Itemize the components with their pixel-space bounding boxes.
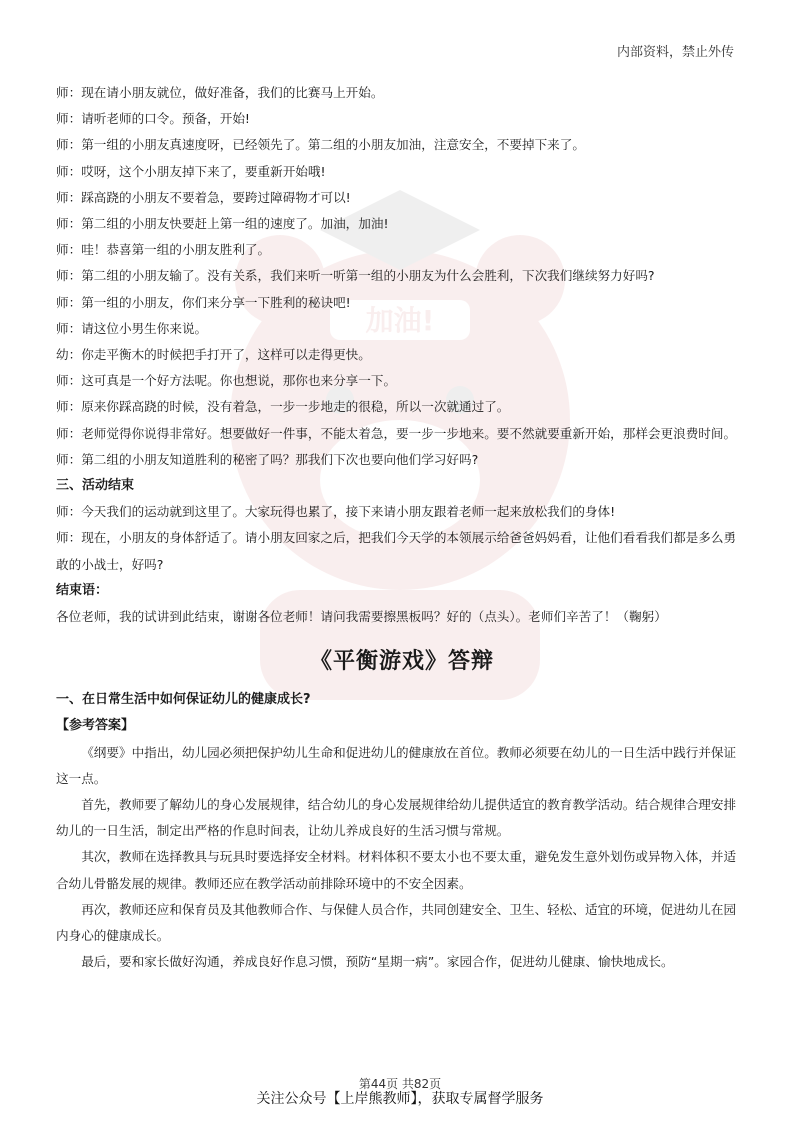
watermark-badge-text: 加油! <box>365 304 435 337</box>
dialogue-line: 师：今天我们的运动就到这里了。大家玩得也累了，接下来请小朋友跟着老师一起来放松我们的身体! <box>56 504 616 520</box>
answer-paragraph: 其次，教师在选择教具与玩具时要选择安全材料。材料体积不要太小也不要太重，避免发生意外划伤或异物入体，并适合幼儿骨骼发展的规律。教师还应在教学活动前排除环境中的不安全因素。 <box>56 849 737 891</box>
page-number: 第44页 共82页 <box>358 1077 442 1091</box>
dialogue-line: 师：第一组的小朋友，你们来分享一下胜利的秘诀吧! <box>56 294 351 310</box>
dialogue-line: 师：原来你踩高跷的时候，没有着急，一步一步地走的很稳，所以一次就通过了。 <box>56 399 510 415</box>
answer-paragraph: 《纲要》中指出，幼儿园必须把保护幼儿生命和促进幼儿的健康放在首位。教师必须要在幼儿的一日生活中践行并保证这一点。 <box>56 744 737 786</box>
answer-paragraph: 再次，教师还应和保育员及其他教师合作、与保健人员合作，共同创建安全、卫生、轻松、适宜的环境，促进幼儿在园内身心的健康成长。 <box>56 901 737 944</box>
dialogue-line: 师：现在，小朋友的身体舒适了。请小朋友回家之后，把我们今天学的本领展示给爸爸妈妈看，让他们看看我们都是多么勇敢的小战士，好吗? <box>56 530 737 572</box>
closing-text: 各位老师，我的试讲到此结束，谢谢各位老师！请问我需要擦黑板吗？好的（点头）。老师们辛苦了！（鞠躬） <box>56 609 667 625</box>
section-heading-activity-end: 三、活动结束 <box>56 478 135 494</box>
dialogue-line: 师：第二组的小朋友快要赶上第一组的速度了。加油，加油! <box>56 216 389 232</box>
footer-promo: 关注公众号【上岸熊教师】，获取专属督学服务 <box>256 1091 544 1107</box>
answer-label: 【参考答案】 <box>56 718 135 734</box>
dialogue-line: 师：请这位小男生你来说。 <box>56 320 208 336</box>
dialogue-line: 师：哎呀，这个小朋友掉下来了，要重新开始哦! <box>56 163 326 179</box>
dialogue-line: 师：哇！恭喜第一组的小朋友胜利了。 <box>56 242 271 258</box>
defense-question: 一、在日常生活中如何保证幼儿的健康成长? <box>56 692 311 708</box>
document-body <box>56 80 748 976</box>
dialogue-line: 师：第二组的小朋友知道胜利的秘密了吗？那我们下次也要向他们学习好吗? <box>56 451 479 467</box>
dialogue-line: 师：请听老师的口令。预备，开始! <box>56 111 250 127</box>
dialogue-line: 师：第一组的小朋友真速度呀，已经领先了。第二组的小朋友加油，注意安全，不要掉下来了。 <box>56 137 585 153</box>
dialogue-line: 师：第二组的小朋友输了。没有关系，我们来听一听第一组的小朋友为什么会胜利，下次我们继续努力好吗? <box>56 268 655 284</box>
dialogue-line: 师：踩高跷的小朋友不要着急，要跨过障碍物才可以! <box>56 189 351 205</box>
dialogue-list <box>56 80 748 473</box>
dialogue-line: 师：这可真是一个好方法呢。你也想说，那你也来分享一下。 <box>56 373 397 389</box>
defense-title: 《平衡游戏》答辩 <box>309 649 494 675</box>
dialogue-line: 师：现在请小朋友就位，做好准备，我们的比赛马上开始。 <box>56 85 384 100</box>
confidential-note: 内部资料，禁止外传 <box>616 45 734 60</box>
dialogue-line: 师：老师觉得你说得非常好。想要做好一件事，不能太着急，要一步一步地来。要不然就要重新开始，那样会更浪费时间。 <box>56 425 737 441</box>
answer-paragraph: 最后，要和家长做好沟通，养成良好作息习惯，预防“星期一病”。家园合作，促进幼儿健康、愉快地成长。 <box>81 954 674 970</box>
dialogue-line: 幼：你走平衡木的时候把手打开了，这样可以走得更快。 <box>56 347 371 363</box>
closing-heading: 结束语： <box>56 582 109 598</box>
answer-paragraph: 首先，教师要了解幼儿的身心发展规律，结合幼儿的身心发展规律给幼儿提供适宜的教育教学活动。结合规律合理安排幼儿的一日生活，制定出严格的作息时间表，让幼儿养成良好的生活习惯与常规。 <box>56 797 737 839</box>
